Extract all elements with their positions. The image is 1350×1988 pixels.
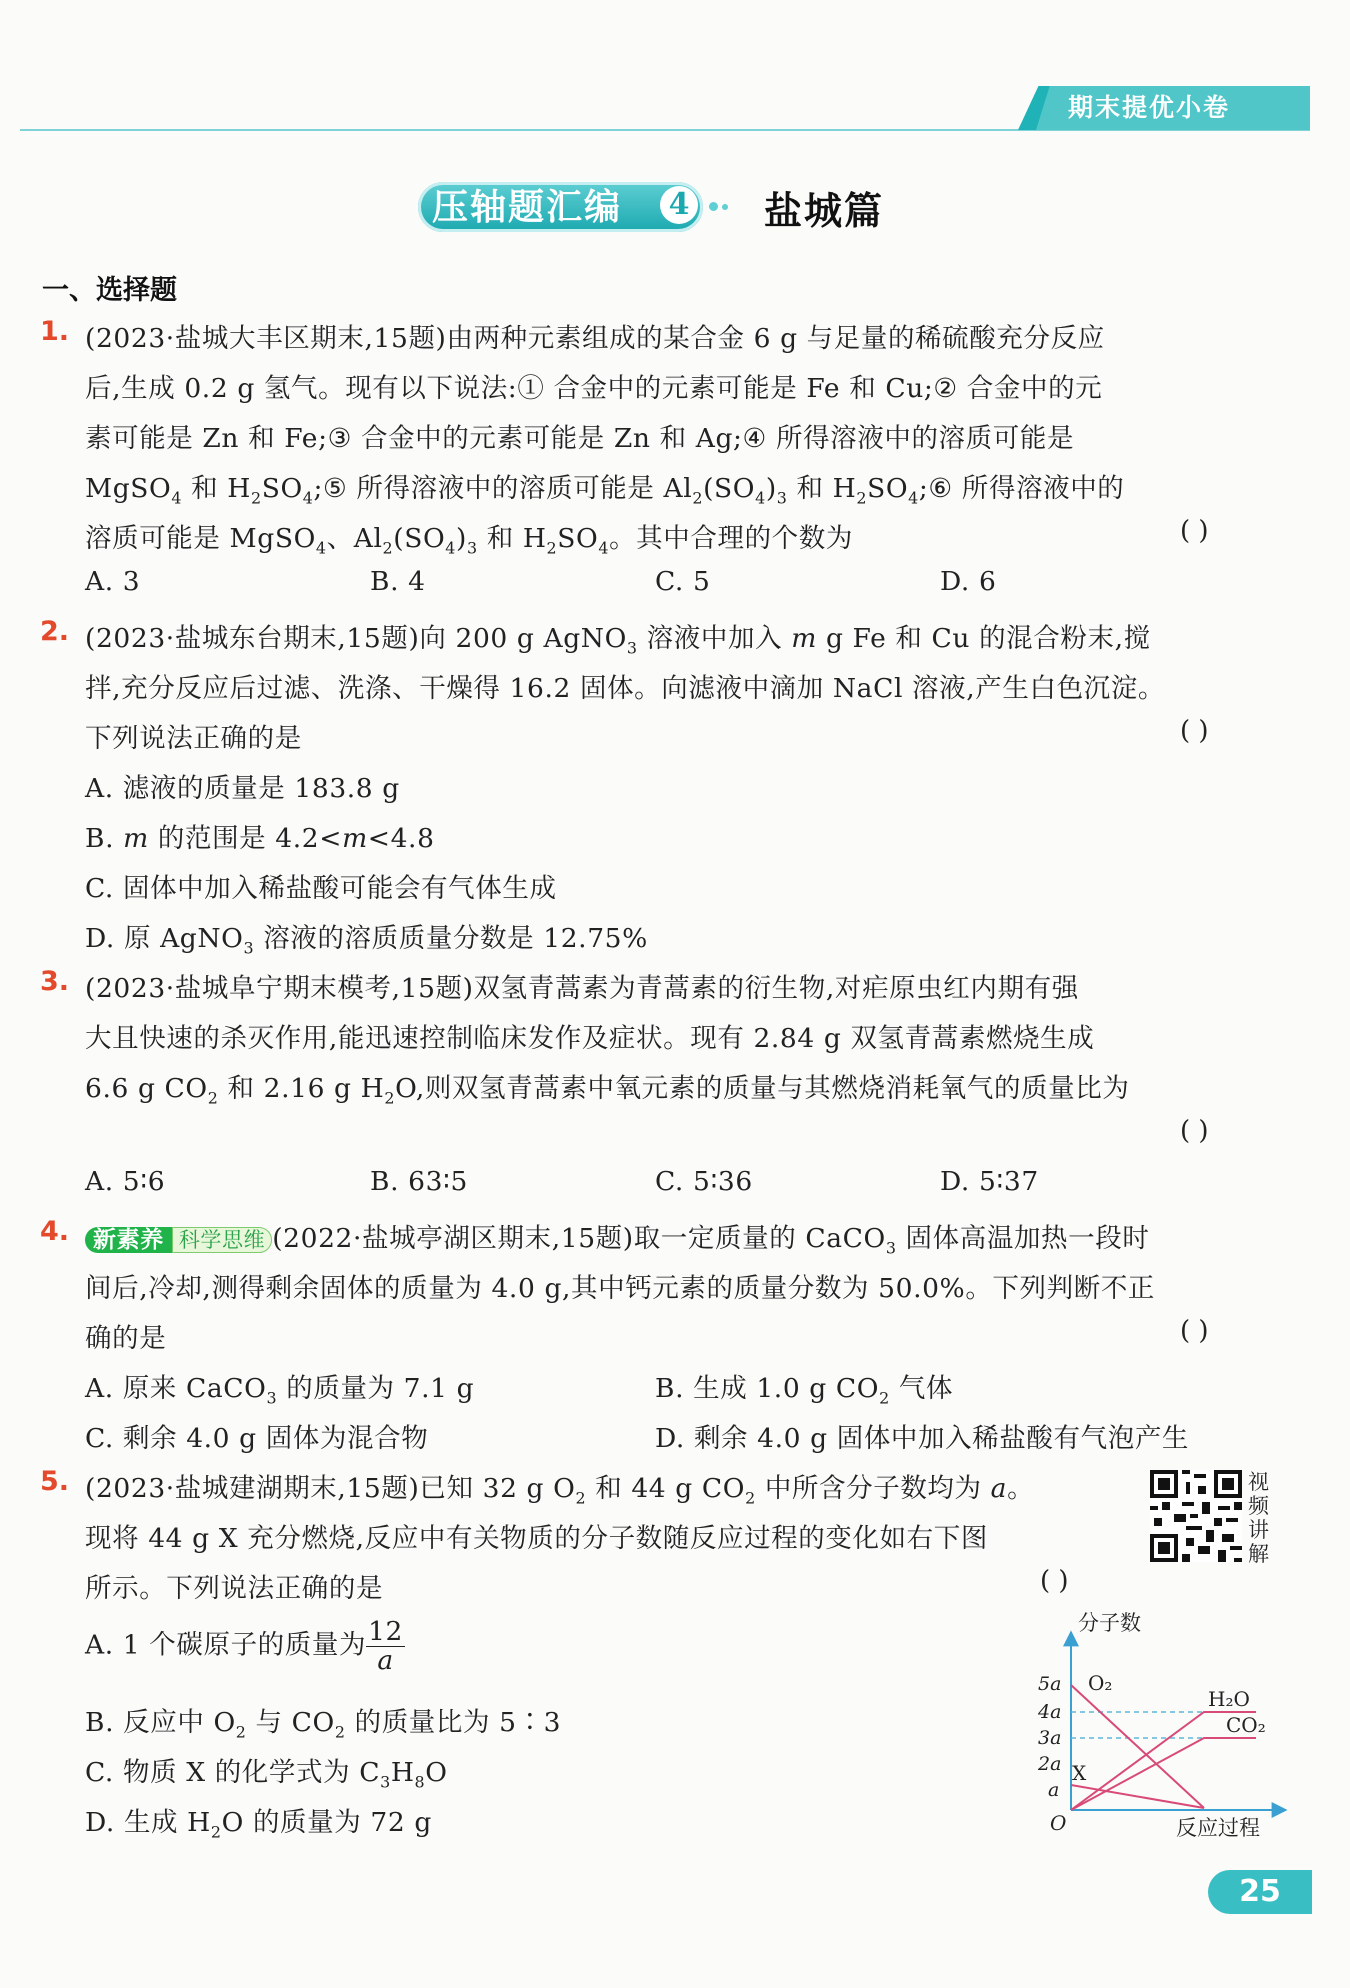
- q5-chart: [1036, 1610, 1296, 1840]
- q2-option-a: A. 滤液的质量是 183.8 g: [85, 773, 400, 804]
- q3-line-1: (2023·盐城阜宁期末模考,15题)双氢青蒿素为青蒿素的衍生物,对疟原虫红内期有强: [85, 973, 1079, 1004]
- q4-line-1: 新素养 科学思维 (2022·盐城亭湖区期末,15题)取一定质量的 CaCO$_3$ 固体高温加热一段时: [85, 1216, 1149, 1257]
- ytick-4a: 4a: [1038, 1701, 1062, 1723]
- q3-line-2: 大且快速的杀灭作用,能迅速控制临床发作及症状。现有 2.84 g 双氢青蒿素燃烧生成: [85, 1023, 1095, 1054]
- q3-option-d: D. 5∶37: [940, 1166, 1039, 1197]
- q5-line-2: 现将 44 g X 充分燃烧,反应中有关物质的分子数随反应过程的变化如右下图: [85, 1523, 988, 1554]
- page-number: 25: [1208, 1870, 1312, 1914]
- q2-option-d: D. 原 AgNO$_3$ 溶液的溶质质量分数是 12.75%: [85, 923, 648, 958]
- q1-number: 1.: [40, 316, 70, 347]
- q1-line-1: (2023·盐城大丰区期末,15题)由两种元素组成的某合金 6 g 与足量的稀硫酸充分反应: [85, 323, 1105, 354]
- title-pill-text: 压轴题汇编: [432, 186, 623, 228]
- q4-option-d: D. 剩余 4.0 g 固体中加入稀盐酸有气泡产生: [655, 1423, 1190, 1454]
- section-heading: 一、选择题: [42, 275, 177, 306]
- title-side-text: 盐城篇: [764, 188, 885, 233]
- q2-line-3: 下列说法正确的是: [85, 723, 302, 754]
- q5-number: 5.: [40, 1466, 70, 1497]
- qr-code-icon[interactable]: [1150, 1470, 1242, 1562]
- label-h2o: H₂O: [1208, 1687, 1250, 1711]
- q1-option-c: C. 5: [655, 566, 711, 597]
- q4-option-b: B. 生成 1.0 g $CO_2$ 气体: [655, 1373, 954, 1408]
- label-x: X: [1072, 1761, 1087, 1785]
- ytick-3a: 3a: [1038, 1727, 1062, 1749]
- q2-line-2: 拌,充分反应后过滤、洗涤、干燥得 16.2 固体。向滤液中滴加 NaCl 溶液,产生白色沉淀。: [85, 673, 1165, 704]
- q4-line-2: 间后,冷却,测得剩余固体的质量为 4.0 g,其中钙元素的质量分数为 50.0%。下列判断不正: [85, 1273, 1156, 1304]
- q4-option-a: A. 原来 CaCO$_3$ 的质量为 7.1 g: [85, 1373, 475, 1408]
- title-number-badge: 4: [660, 186, 698, 224]
- title-dot-2: [722, 204, 728, 210]
- q2-number: 2.: [40, 616, 70, 647]
- q5-answer-bracket: ( ): [1040, 1566, 1069, 1596]
- q1-answer-bracket: ( ): [1180, 516, 1209, 546]
- chart-origin: O: [1050, 1811, 1067, 1835]
- title-dot-1: [709, 202, 718, 211]
- q3-number: 3.: [40, 966, 70, 997]
- q5-option-d: D. 生成 $H_2O$ 的质量为 72 g: [85, 1807, 432, 1842]
- qr-caption: 视频讲解: [1248, 1470, 1269, 1566]
- ytick-5a: 5a: [1038, 1673, 1062, 1695]
- label-o2: O₂: [1088, 1671, 1113, 1695]
- q1-line-3: 素可能是 Zn 和 Fe;③ 合金中的元素可能是 Zn 和 Ag;④ 所得溶液中的溶质可能是: [85, 423, 1075, 454]
- q2-answer-bracket: ( ): [1180, 716, 1209, 746]
- q4-tag-new-literacy: 新素养: [85, 1227, 172, 1253]
- q2-option-c: C. 固体中加入稀盐酸可能会有气体生成: [85, 873, 557, 904]
- q3-option-c: C. 5∶36: [655, 1166, 753, 1197]
- ytick-2a: 2a: [1038, 1753, 1062, 1775]
- q3-option-a: A. 5∶6: [85, 1166, 166, 1197]
- q1-line-5: 溶质可能是 MgSO$_4$、$Al_2(SO_4)_3$ 和 $H_2SO_4$。其中合理的个数为: [85, 523, 853, 558]
- q5-line-1: (2023·盐城建湖期末,15题)已知 32 g $O_2$ 和 44 g $CO_2$ 中所含分子数均为 a。: [85, 1473, 1035, 1508]
- q3-option-b: B. 63∶5: [370, 1166, 468, 1197]
- q5-option-a: A. 1 个碳原子的质量为 $\frac{12}{a}$: [85, 1616, 403, 1676]
- q1-option-d: D. 6: [940, 566, 997, 597]
- q1-option-b: B. 4: [370, 566, 426, 597]
- q4-answer-bracket: ( ): [1180, 1316, 1209, 1346]
- q1-line-2: 后,生成 0.2 g 氢气。现有以下说法:① 合金中的元素可能是 Fe 和 Cu;② 合金中的元: [85, 373, 1103, 404]
- q5-option-c: C. 物质 X 的化学式为 $C_3H_8O$: [85, 1757, 448, 1792]
- q5-fraction: $\frac{12}{a}$: [368, 1616, 403, 1676]
- ytick-a: a: [1048, 1779, 1060, 1801]
- q5-line-3: 所示。下列说法正确的是: [85, 1573, 384, 1604]
- line-co2: [1071, 1738, 1256, 1810]
- q3-line-3: 6.6 g $CO_2$ 和 2.16 g $H_2O$,则双氢青蒿素中氧元素的质量与其燃烧消耗氧气的质量比为: [85, 1073, 1130, 1108]
- chart-xlabel: 反应过程: [1176, 1816, 1260, 1840]
- label-co2: CO₂: [1226, 1713, 1266, 1737]
- q1-option-a: A. 3: [85, 566, 141, 597]
- q2-option-b: B. m 的范围是 4.2<m<4.8: [85, 823, 435, 854]
- q4-number: 4.: [40, 1216, 70, 1247]
- header-tab-label: 期末提优小卷: [1068, 93, 1231, 122]
- q4-tag-science-thinking: 科学思维: [172, 1227, 272, 1253]
- line-o2: [1071, 1685, 1204, 1808]
- q4-line-3: 确的是: [85, 1323, 167, 1354]
- q5-option-b: B. 反应中 $O_2$ 与 $CO_2$ 的质量比为 5∶3: [85, 1707, 562, 1742]
- q4-option-c: C. 剩余 4.0 g 固体为混合物: [85, 1423, 429, 1454]
- q1-line-4: MgSO$_4$ 和 $H_2SO_4;⑤$ 所得溶液中的溶质可能是 $Al_2(SO_4)_3$ 和 $H_2SO_4;⑥$ 所得溶液中的: [85, 473, 1125, 508]
- q3-answer-bracket: ( ): [1180, 1116, 1209, 1146]
- q2-line-1: (2023·盐城东台期末,15题)向 200 g AgNO$_3$ 溶液中加入 m g Fe 和 Cu 的混合粉末,搅: [85, 623, 1151, 658]
- chart-ylabel: 分子数: [1078, 1611, 1141, 1635]
